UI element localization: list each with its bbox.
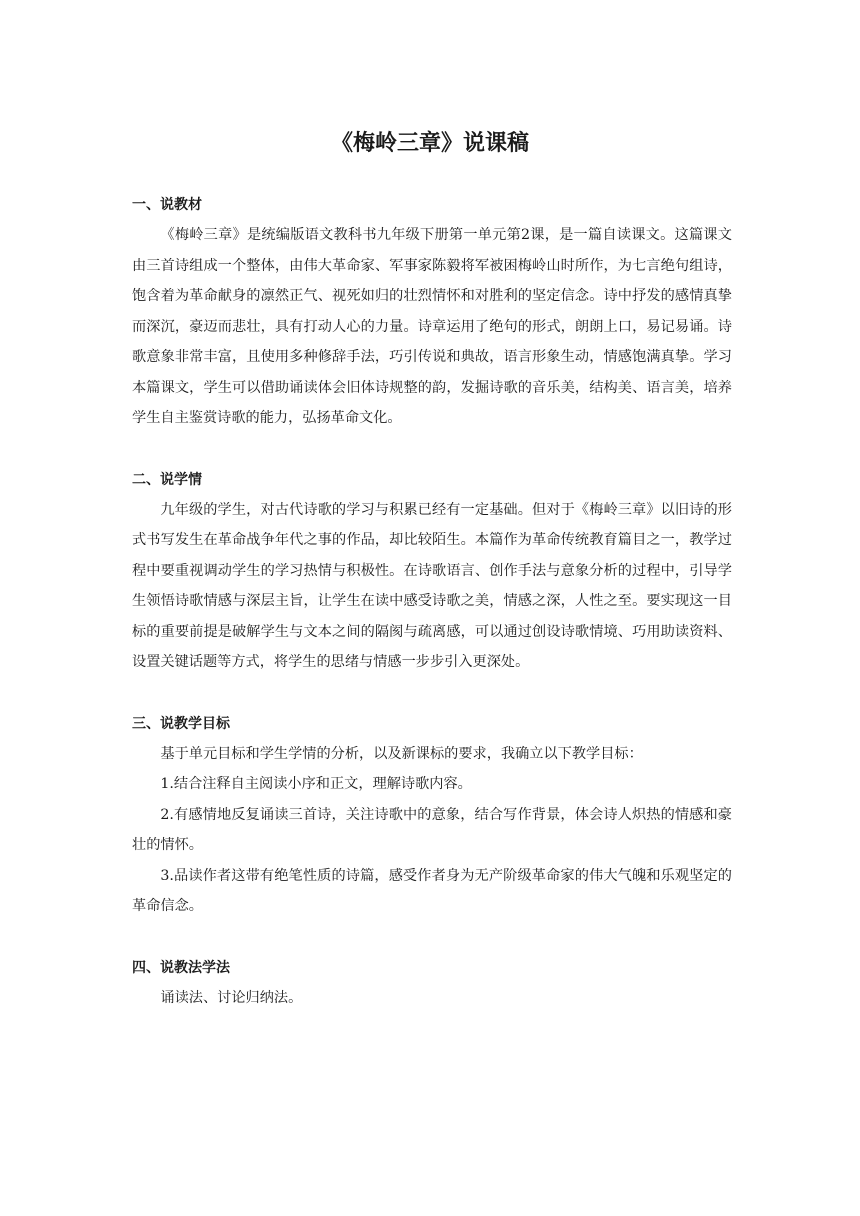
objective-item: 2.有感情地反复诵读三首诗，关注诗歌中的意象，结合写作背景，体会诗人炽热的情感和豪壮的情怀。 [132,806,732,853]
section-objectives [132,709,732,922]
section-heading: 三、说教学目标 [132,715,230,732]
document-body [132,190,732,1013]
section-heading: 二、说学情 [132,471,202,488]
paragraph: 《梅岭三章》是统编版语文教科书九年级下册第一单元第2课，是一篇自读课文。这篇课文由三首诗组成一个整体，由伟大革命家、军事家陈毅将军被困梅岭山时所作，为七言绝句组诗，饱含着为革命献身的凛然正气、视死如归的壮烈情怀和对胜利的坚定信念。诗中抒发的感情真挚而深沉，豪迈而悲壮，具有打动人心的力量。诗章运用了绝句的形式，朗朗上口，易记易诵。诗歌意象非常丰富，且使用多种修辞手法，巧引传说和典故，语言形象生动，情感饱满真挚。学习本篇课文，学生可以借助诵读体会旧体诗规整的韵，发掘诗歌的音乐美，结构美、语言美，培养学生自主鉴赏诗歌的能力，弘扬革命文化。 [132,227,732,426]
section-heading: 一、说教材 [132,197,202,213]
paragraph: 基于单元目标和学生学情的分析，以及新课标的要求，我确立以下教学目标： [160,745,643,762]
section-textbook [132,190,732,434]
paragraph: 九年级的学生，对古代诗歌的学习与积累已经有一定基础。但对于《梅岭三章》以旧诗的形式书写发生在革命战争年代之事的作品，却比较陌生。本篇作为革命传统教育篇目之一，教学过程中要重视调动学生的学习热情与积极性。在诗歌语言、创作手法与意象分析的过程中，引导学生领悟诗歌情感与深层主旨，让学生在读中感受诗歌之美，情感之深，人性之至。要实现这一目标的重要前提是破解学生与文本之间的隔阂与疏离感，可以通过创设诗歌情境、巧用助读资料、设置关键话题等方式，将学生的思绪与情感一步步引入更深处。 [132,501,732,670]
paragraph: 诵读法、讨论归纳法。 [160,989,303,1006]
objective-item: 3.品读作者这带有绝笔性质的诗篇，感受作者身为无产阶级革命家的伟大气魄和乐观坚定的革命信念。 [132,867,732,914]
section-learners [132,465,732,678]
objective-item: 1.结合注释自主阅读小序和正文，理解诗歌内容。 [160,776,472,792]
section-spacer [132,678,732,709]
section-spacer [132,434,732,465]
section-spacer [132,922,732,953]
section-heading: 四、说教法学法 [132,959,230,976]
document-title: 《梅岭三章》说课稿 [330,131,529,156]
section-methods [132,953,732,1014]
